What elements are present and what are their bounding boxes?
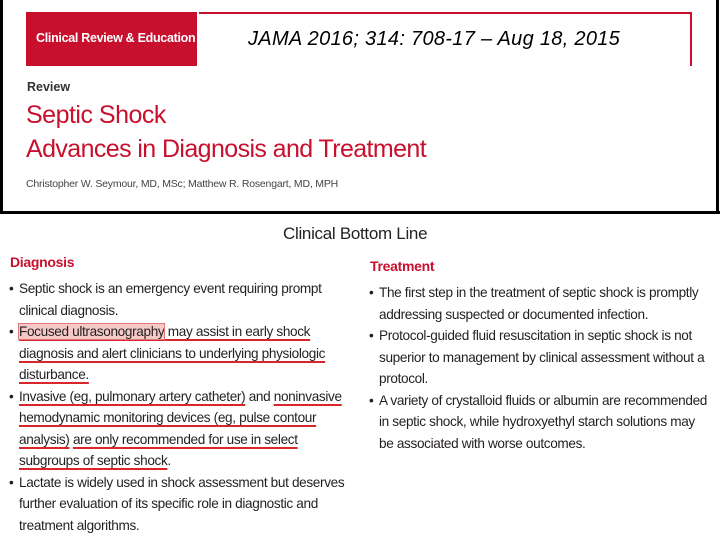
treatment-column bbox=[369, 282, 707, 454]
author-line: Christopher W. Seymour, MD, MSc; Matthew R. Rosengart, MD, MPH bbox=[26, 178, 339, 190]
article-type-label: Review bbox=[27, 80, 71, 94]
treatment-item-text: The first step in the treatment of septic shock is promptly addressing suspected or documented infection. bbox=[379, 285, 699, 322]
underlined-phrase: may assist in early shock diagnosis and alert clinicians to underlying physiologic disturbance. bbox=[19, 324, 326, 382]
bottom-line-heading: Clinical Bottom Line bbox=[283, 224, 428, 243]
section-label: Clinical Review & Education bbox=[36, 31, 196, 45]
left-border bbox=[0, 0, 3, 214]
article-subtitle: Advances in Diagnosis and Treatment bbox=[26, 135, 427, 163]
treatment-item bbox=[369, 282, 707, 325]
right-border bbox=[716, 0, 719, 214]
treatment-item bbox=[369, 390, 707, 455]
diagnosis-item-text: . bbox=[167, 453, 171, 468]
underlined-phrase: noninvasive hemodynamic monitoring devices (eg, pulse contour analysis) bbox=[19, 388, 342, 447]
treatment-item-text: Protocol-guided fluid resuscitation in septic shock is not superior to management by clinical assessment without a protocol. bbox=[379, 328, 705, 386]
diagnosis-item-text: Septic shock is an emergency event requiring prompt clinical diagnosis. bbox=[19, 281, 322, 318]
diagnosis-column bbox=[9, 278, 354, 536]
diagnosis-item-text: and bbox=[245, 388, 274, 404]
treatment-item-text: A variety of crystalloid fluids or albumin are recommended in septic shock, while hydroxyethyl starch solutions may be associated with worse outcomes. bbox=[379, 392, 708, 451]
article-title: Septic Shock bbox=[26, 101, 166, 129]
underlined-phrase: Invasive (eg, pulmonary artery catheter) bbox=[19, 388, 246, 404]
diagnosis-item bbox=[9, 278, 354, 321]
citation-text: JAMA 2016; 314: 708-17 – Aug 18, 2015 bbox=[248, 28, 621, 50]
diagnosis-item bbox=[9, 386, 354, 472]
diagnosis-heading: Diagnosis bbox=[10, 254, 75, 270]
highlighted-phrase: Focused ultrasonography bbox=[19, 324, 165, 339]
diagnosis-item bbox=[9, 472, 354, 537]
diagnosis-item bbox=[9, 321, 354, 386]
underlined-phrase: are only recommended for use in select subgroups of septic shock bbox=[19, 431, 298, 468]
treatment-heading: Treatment bbox=[370, 258, 435, 274]
treatment-item bbox=[369, 325, 707, 390]
diagnosis-item-text: Lactate is widely used in shock assessment but deserves further evaluation of its specific role in diagnostic and treatment algorithms. bbox=[19, 474, 345, 533]
